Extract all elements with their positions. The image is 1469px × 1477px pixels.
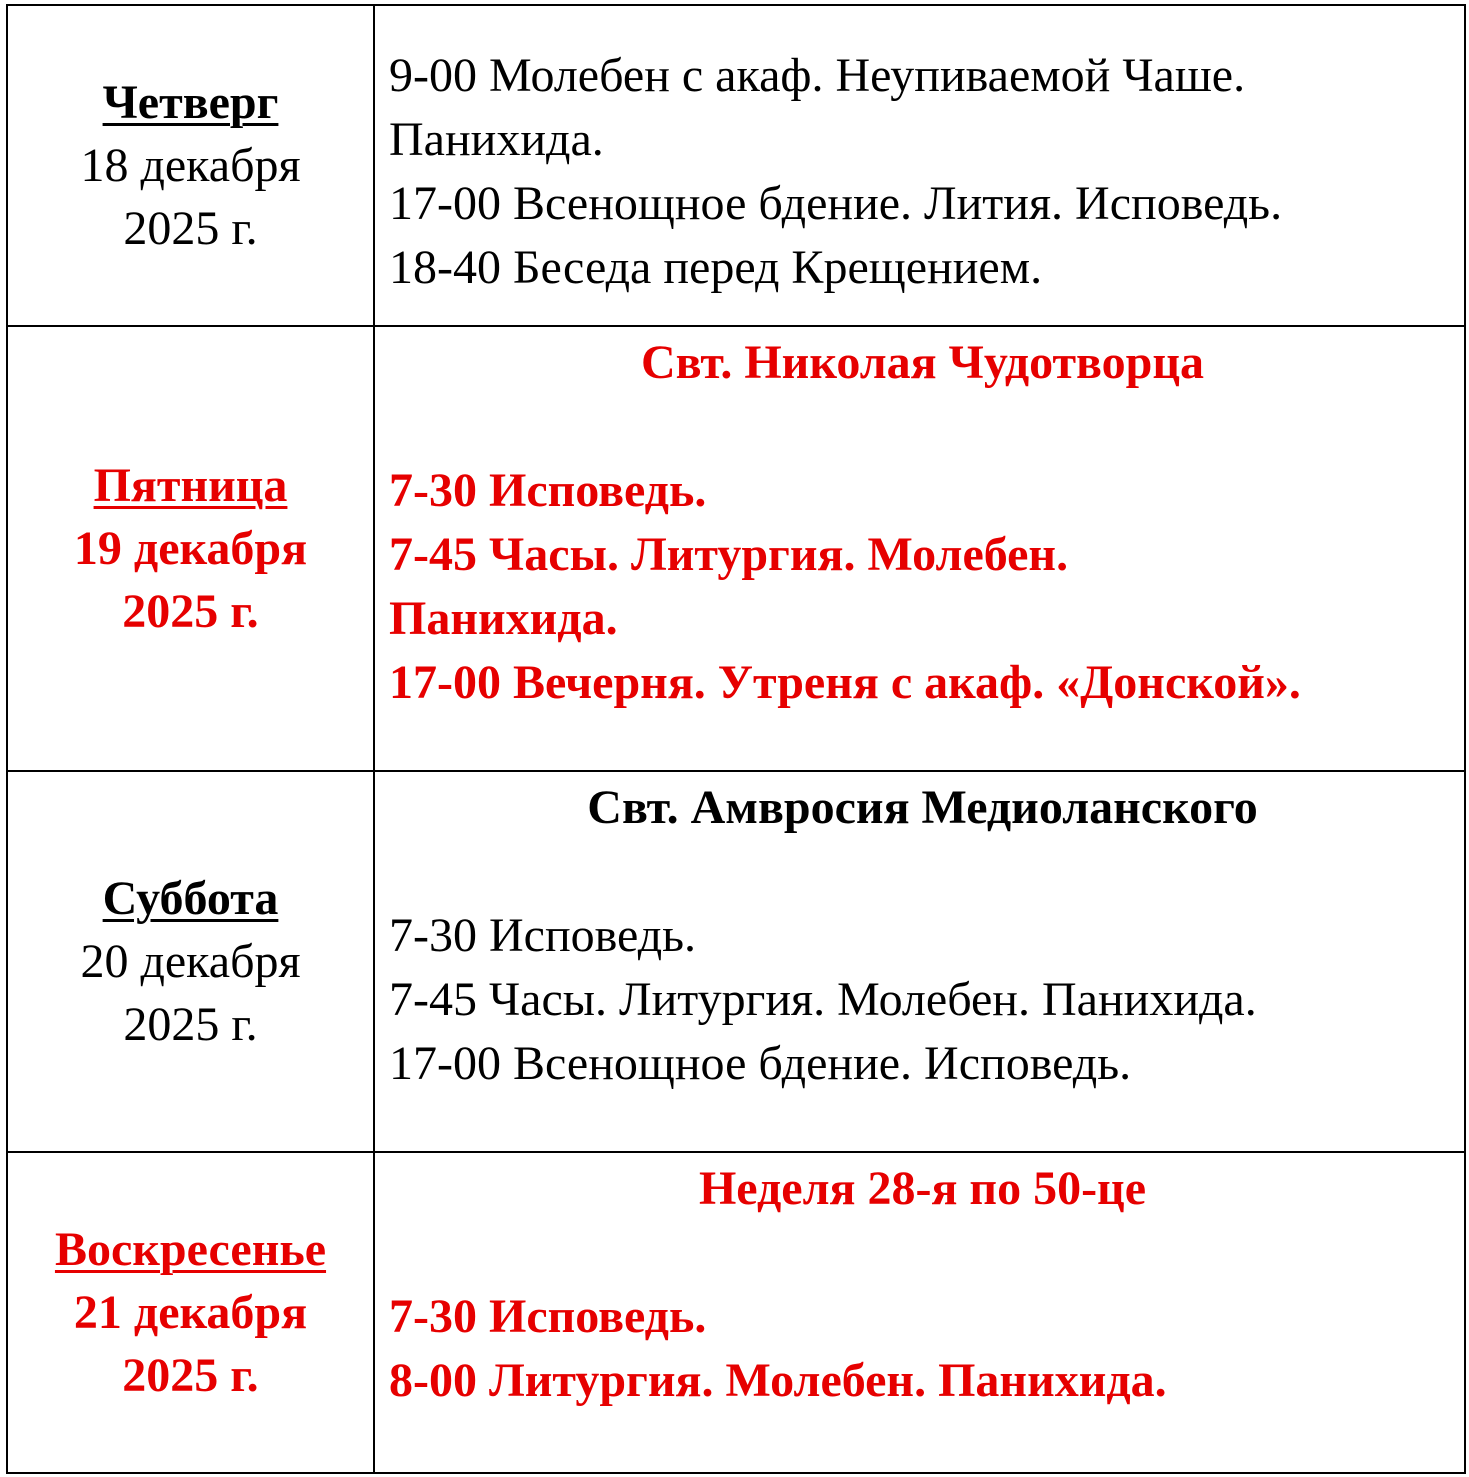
year-label: 2025 г. bbox=[123, 202, 258, 255]
service-line: 7-30 Исповедь. bbox=[389, 909, 697, 962]
weekday-label: Суббота bbox=[102, 872, 279, 925]
feast-title: Свт. Амвросия Медиоланского bbox=[587, 781, 1258, 834]
services-cell-sunday bbox=[374, 1152, 1465, 1473]
service-line: 17-00 Всенощное бдение. Лития. Исповедь. bbox=[389, 177, 1283, 230]
service-line: 17-00 Всенощное бдение. Исповедь. bbox=[389, 1037, 1132, 1090]
service-line: 7-45 Часы. Литургия. Молебен. bbox=[389, 528, 1069, 581]
services-cell-thursday bbox=[374, 5, 1465, 326]
year-label: 2025 г. bbox=[122, 1349, 259, 1402]
service-line: 17-00 Вечерня. Утреня с акаф. «Донской». bbox=[389, 656, 1301, 709]
day-cell-friday bbox=[7, 326, 374, 771]
date-label: 18 декабря bbox=[80, 139, 301, 192]
service-line: 7-30 Исповедь. bbox=[389, 1290, 707, 1343]
schedule-table bbox=[6, 4, 1466, 1474]
day-cell-thursday bbox=[7, 5, 374, 326]
schedule-row-friday bbox=[7, 326, 1465, 771]
weekday-label: Воскресенье bbox=[54, 1223, 327, 1276]
service-line: 18-40 Беседа перед Крещением. bbox=[389, 241, 1043, 294]
service-line: 8-00 Литургия. Молебен. Панихида. bbox=[389, 1354, 1167, 1407]
schedule-row-sunday bbox=[7, 1152, 1465, 1473]
schedule-row-thursday bbox=[7, 5, 1465, 326]
services-cell-friday bbox=[374, 326, 1465, 771]
date-label: 21 декабря bbox=[73, 1286, 308, 1339]
day-cell-sunday bbox=[7, 1152, 374, 1473]
day-cell-saturday bbox=[7, 771, 374, 1152]
date-label: 19 декабря bbox=[73, 522, 308, 575]
feast-title: Свт. Николая Чудотворца bbox=[640, 336, 1204, 389]
feast-title: Неделя 28-я по 50-це bbox=[698, 1162, 1147, 1215]
service-line: 7-30 Исповедь. bbox=[389, 464, 707, 517]
schedule-row-saturday bbox=[7, 771, 1465, 1152]
year-label: 2025 г. bbox=[123, 998, 258, 1051]
date-label: 20 декабря bbox=[80, 935, 301, 988]
year-label: 2025 г. bbox=[122, 585, 259, 638]
service-line: 7-45 Часы. Литургия. Молебен. Панихида. bbox=[389, 973, 1257, 1026]
weekday-label: Пятница bbox=[93, 459, 288, 512]
service-line: 9-00 Молебен с акаф. Неупиваемой Чаше. bbox=[389, 49, 1246, 102]
service-line: Панихида. bbox=[389, 113, 604, 166]
weekday-label: Четверг bbox=[102, 76, 279, 129]
service-line: Панихида. bbox=[389, 592, 618, 645]
services-cell-saturday bbox=[374, 771, 1465, 1152]
